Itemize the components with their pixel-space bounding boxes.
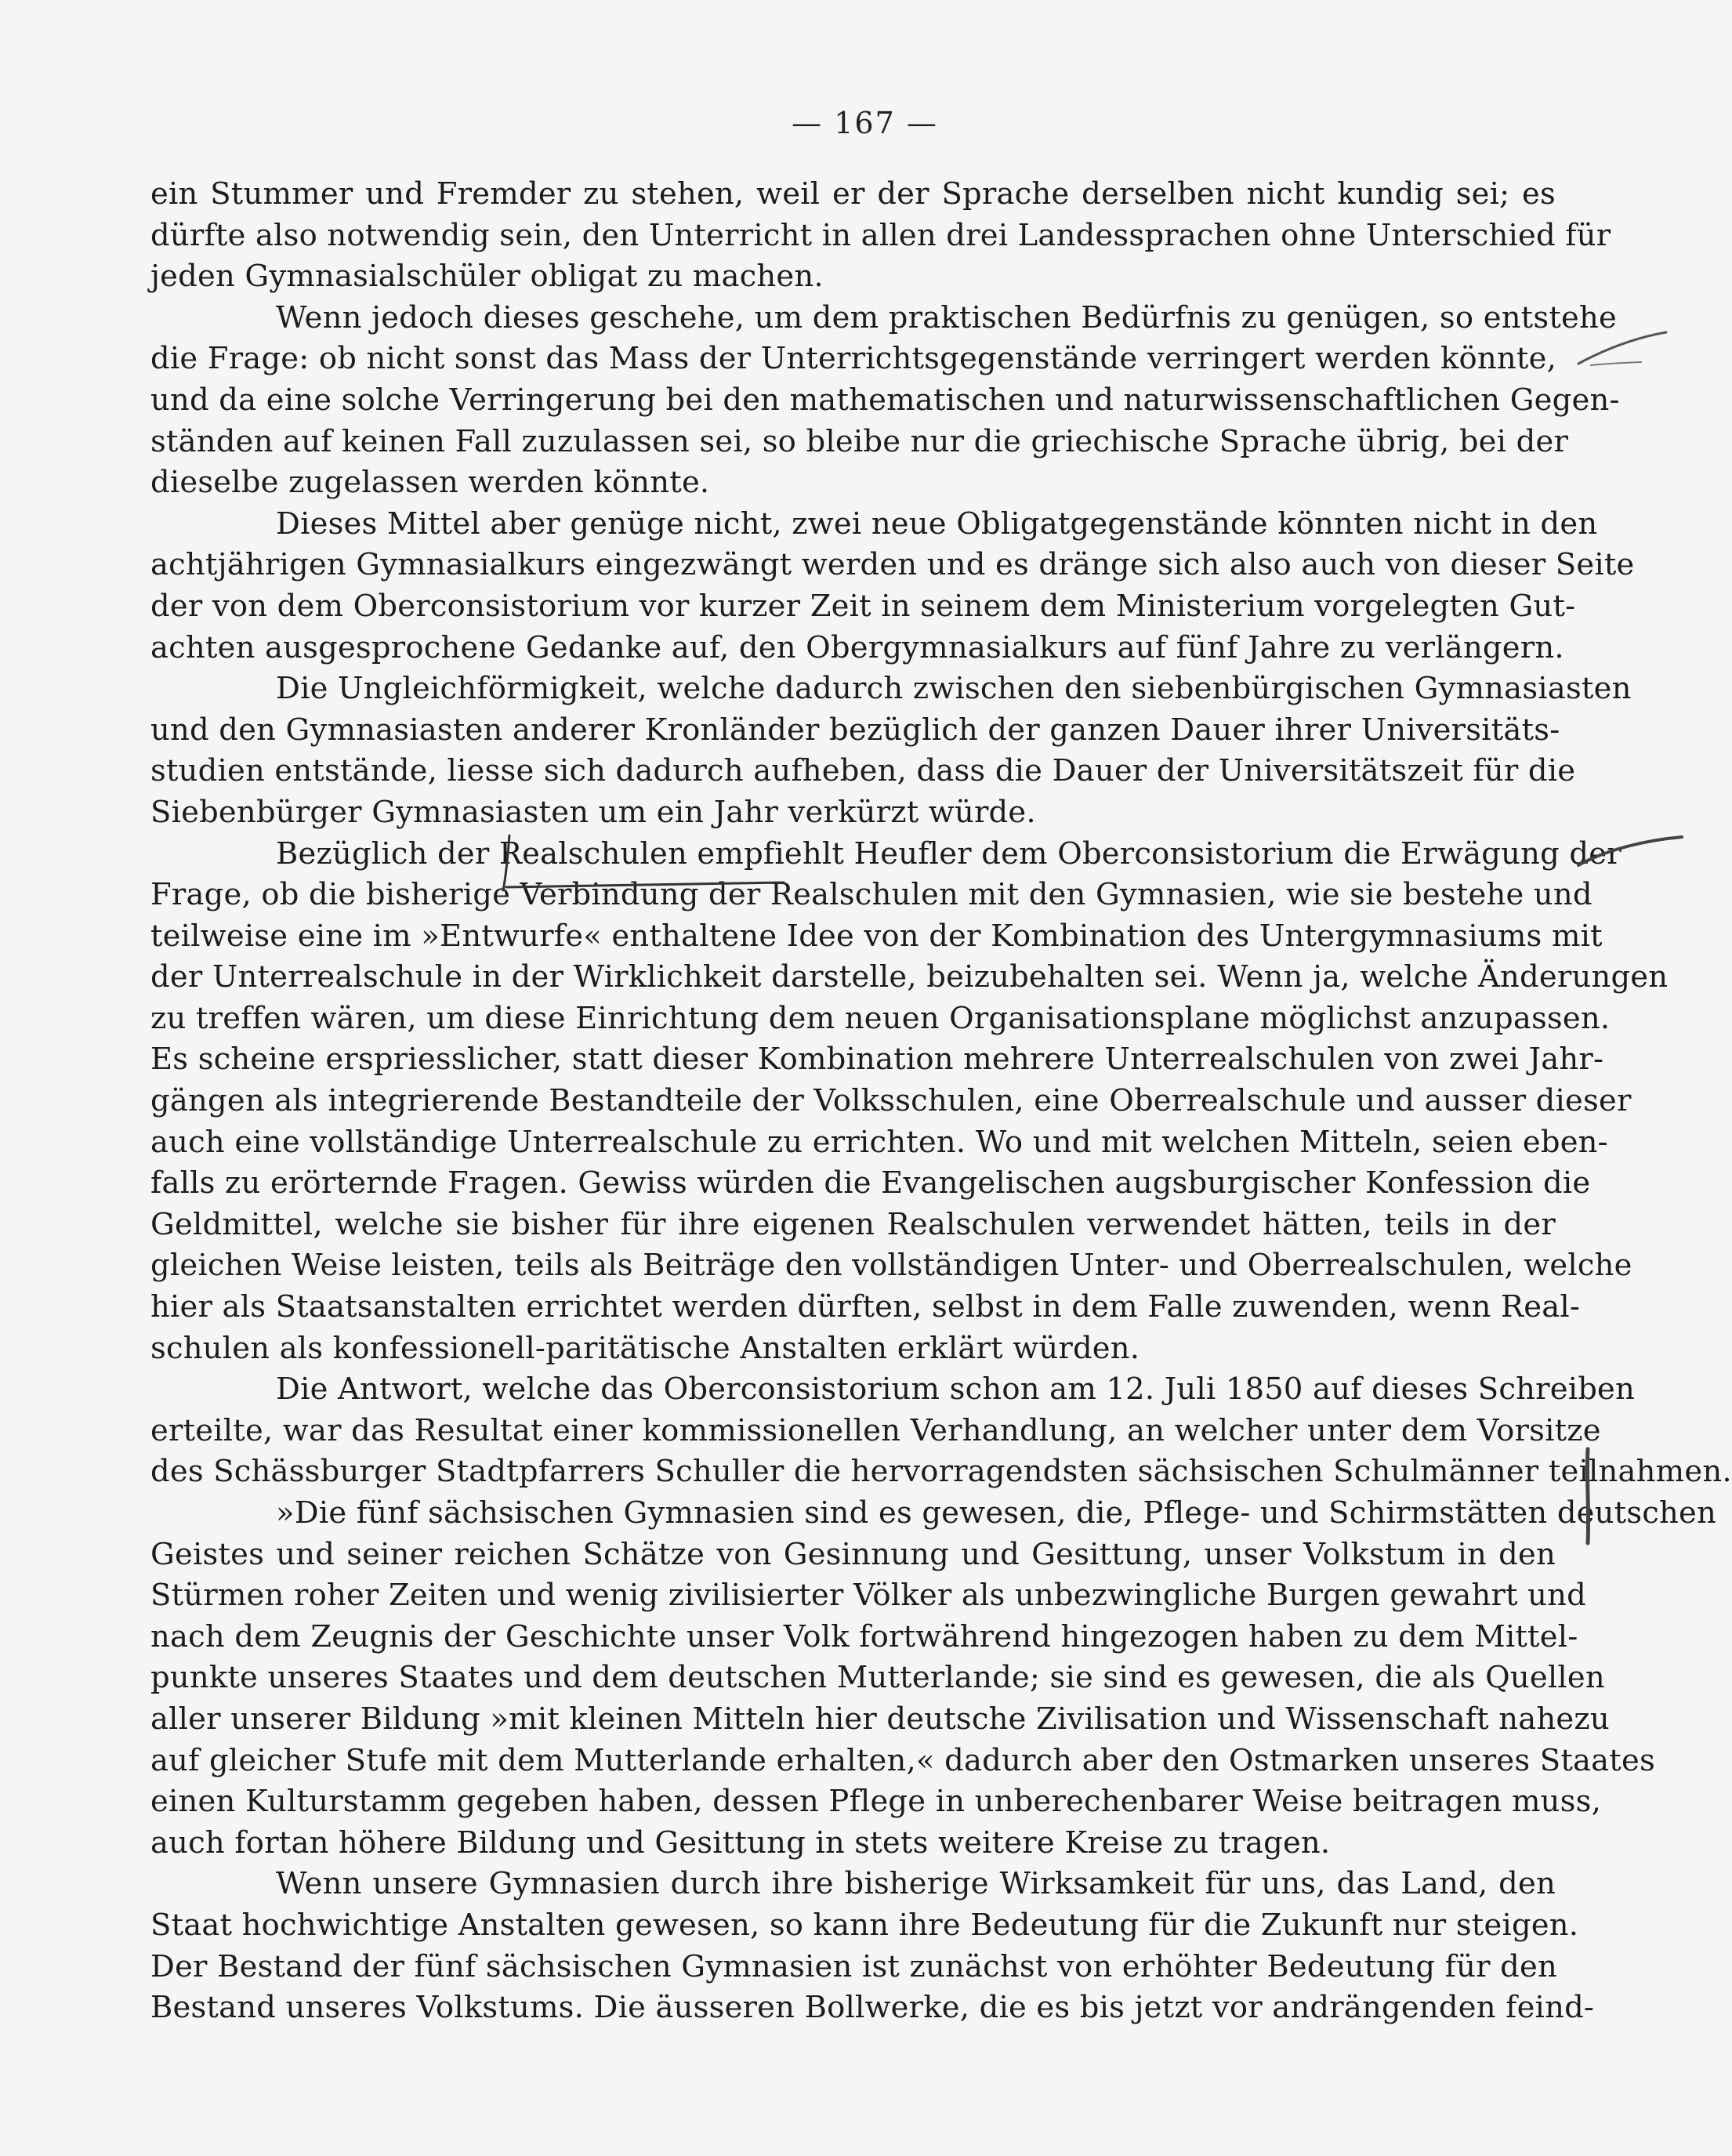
- paragraph: [150, 834, 1669, 1370]
- text-line: auf gleicher Stufe mit dem Mutterlande erhalten,« dadurch aber den Ostmarken unseres Staates: [150, 1742, 1655, 1778]
- text-line: Wenn jedoch dieses geschehe, um dem praktischen Bedürfnis zu genügen, so entstehe: [276, 299, 1617, 335]
- paragraph: [150, 1864, 1595, 2028]
- text-line: Frage, ob die bisherige Verbindung der Realschulen mit den Gymnasien, wie sie bestehe und: [150, 877, 1592, 913]
- text-line: Staat hochwichtige Anstalten gewesen, so kann ihre Bedeutung für die Zukunft nur steigen.: [150, 1907, 1579, 1943]
- text-line: schulen als konfessionell-paritätische Anstalten erklärt würden.: [150, 1330, 1140, 1366]
- text-line: Wenn unsere Gymnasien durch ihre bisherige Wirksamkeit für uns, das Land, den: [276, 1866, 1556, 1902]
- text-line: der Unterrealschule in der Wirklichkeit darstelle, beizubehalten sei. Wenn ja, welche Änderungen: [150, 959, 1669, 995]
- paragraph: [150, 504, 1635, 669]
- text-line: einen Kulturstamm gegeben haben, dessen Pflege in unberechenbarer Weise beitragen muss,: [150, 1784, 1602, 1820]
- text-line: Stürmen roher Zeiten und wenig zivilisierter Völker als unbezwingliche Burgen gewahrt und: [150, 1578, 1586, 1614]
- text-line: auch eine vollständige Unterrealschule zu errichten. Wo und mit welchen Mitteln, seien eben-: [150, 1124, 1608, 1160]
- paragraph: [150, 1369, 1732, 1493]
- text-line: achten ausgesprochene Gedanke auf, den Obergymnasialkurs auf fünf Jahre zu verlängern.: [150, 629, 1564, 665]
- text-line: die Frage: ob nicht sonst das Mass der Unterrichtsgegenstände verringert werden könnte,: [150, 341, 1557, 377]
- text-line: zu treffen wären, um diese Einrichtung dem neuen Organisationsplane möglichst anzupassen.: [150, 1000, 1611, 1036]
- text-line: studien entstände, liesse sich dadurch aufheben, dass die Dauer der Universitätszeit für die: [150, 753, 1576, 789]
- text-line: gleichen Weise leisten, teils als Beiträge den vollständigen Unter- und Oberrealschulen, welche: [150, 1248, 1632, 1284]
- text-line: Dieses Mittel aber genüge nicht, zwei neue Obligatgegenstände könnten nicht in den: [276, 505, 1598, 542]
- text-line: ein Stummer und Fremder zu stehen, weil er der Sprache derselben nicht kundig sei; es: [150, 176, 1556, 212]
- text-line: Der Bestand der fünf sächsischen Gymnasien ist zunächst von erhöhter Bedeutung für den: [150, 1948, 1557, 1984]
- text-line: gängen als integrierende Bestandteile der Volksschulen, eine Oberrealschule und ausser dieser: [150, 1083, 1632, 1119]
- text-line: und den Gymnasiasten anderer Kronländer bezüglich der ganzen Dauer ihrer Universitäts-: [150, 712, 1560, 748]
- text-line: der von dem Oberconsistorium vor kurzer Zeit in seinem dem Ministerium vorgelegten Gut-: [150, 588, 1576, 624]
- paragraph: [150, 669, 1632, 833]
- paragraph: [150, 1493, 1717, 1864]
- text-line: ständen auf keinen Fall zuzulassen sei, so bleibe nur die griechische Sprache übrig, bei der: [150, 423, 1569, 459]
- text-line: Geistes und seiner reichen Schätze von Gesinnung und Gesittung, unser Volkstum in den: [150, 1536, 1556, 1572]
- text-line: achtjährigen Gymnasialkurs eingezwängt werden und es dränge sich also auch von dieser Seite: [150, 547, 1635, 583]
- body-text: [150, 174, 1732, 2029]
- paragraph: [150, 174, 1611, 298]
- text-line: Siebenbürger Gymnasiasten um ein Jahr verkürzt würde.: [150, 794, 1036, 830]
- text-line: Es scheine erspriesslicher, statt dieser Kombination mehrere Unterrealschulen von zwei Jahr-: [150, 1042, 1604, 1078]
- text-line: auch fortan höhere Bildung und Gesittung in stets weitere Kreise zu tragen.: [150, 1824, 1331, 1861]
- text-line: falls zu erörternde Fragen. Gewiss würden die Evangelischen augsburgischer Konfession die: [150, 1165, 1591, 1201]
- text-line: teilweise eine im »Entwurfe« enthaltene Idee von der Kombination des Untergymnasiums mit: [150, 918, 1603, 954]
- text-line: Die Antwort, welche das Oberconsistorium schon am 12. Juli 1850 auf dieses Schreiben: [276, 1372, 1636, 1408]
- text-line: nach dem Zeugnis der Geschichte unser Volk fortwährend hingezogen haben zu dem Mittel-: [150, 1618, 1578, 1654]
- text-line: Bestand unseres Volkstums. Die äusseren Bollwerke, die es bis jetzt vor andrängenden feind-: [150, 1990, 1595, 2026]
- text-line: punkte unseres Staates und dem deutschen Mutterlande; sie sind es gewesen, die als Quellen: [150, 1660, 1605, 1696]
- paragraph: [150, 298, 1620, 504]
- text-line: hier als Staatsanstalten errichtet werden dürften, selbst in dem Falle zuwenden, wenn Real-: [150, 1289, 1581, 1325]
- page-number: — 167 —: [792, 106, 938, 140]
- text-line: dürfte also notwendig sein, den Unterricht in allen drei Landessprachen ohne Unterschied für: [150, 217, 1611, 253]
- text-line: Die Ungleichförmigkeit, welche dadurch zwischen den siebenbürgischen Gymnasiasten: [276, 671, 1632, 707]
- text-line: des Schässburger Stadtpfarrers Schuller die hervorragendsten sächsischen Schulmänner teilnahmen.: [150, 1454, 1732, 1490]
- text-line: Geldmittel, welche sie bisher für ihre eigenen Realschulen verwendet hätten, teils in der: [150, 1206, 1556, 1242]
- text-line: erteilte, war das Resultat einer kommissionellen Verhandlung, an welcher unter dem Vorsitze: [150, 1412, 1601, 1448]
- text-line: »Die fünf sächsischen Gymnasien sind es gewesen, die, Pflege- und Schirmstätten deutschen: [276, 1495, 1717, 1531]
- text-line: jeden Gymnasialschüler obligat zu machen.: [150, 259, 824, 295]
- text-line: und da eine solche Verringerung bei den mathematischen und naturwissenschaftlichen Gegen-: [150, 382, 1620, 418]
- text-line: dieselbe zugelassen werden könnte.: [150, 465, 710, 501]
- text-line: aller unserer Bildung »mit kleinen Mitteln hier deutsche Zivilisation und Wissenschaft nahezu: [150, 1701, 1610, 1737]
- text-line: Bezüglich der Realschulen empfiehlt Heufler dem Oberconsistorium die Erwägung der: [276, 835, 1621, 871]
